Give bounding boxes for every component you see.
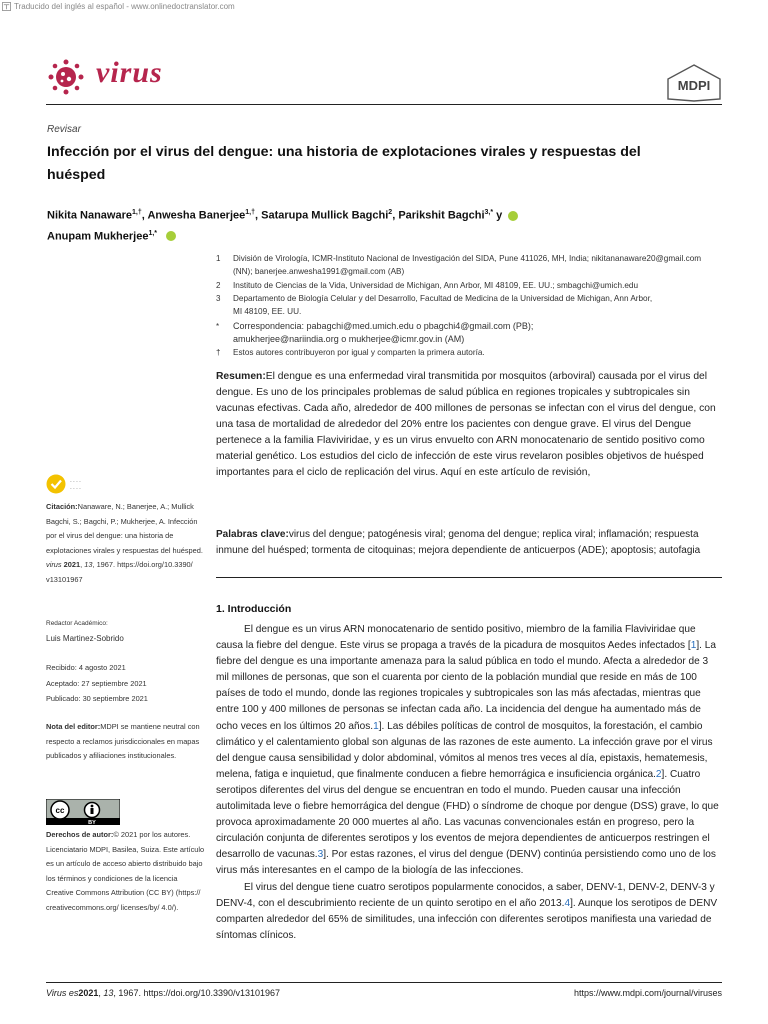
footer-volume: 13 [103,988,114,998]
citation-text: Nanaware, N.; Banerjee, A.; Mullick Bagchi, S.; Bagchi, P.; Mukherjee, A. Infección por el virus del dengue: una historia de explotaciones virales y respuestas del huésped. [46,502,203,555]
check-for-updates-icon[interactable] [46,474,106,494]
editor-label: Redactor Académico: [46,620,108,627]
keywords-label: Palabras clave: [216,529,289,540]
keywords-text: virus del dengue; patogénesis viral; genoma del dengue; replica viral; inflamación; respuesta inmune del huésped; tormenta de citoquinas; mejora dependiente de anticuerpos (ADE); apoptosis; autofagia [216,529,701,556]
author-name: Parikshit Bagchi [398,209,485,222]
citation-journal: virus [46,560,62,569]
footer-doi[interactable]: , 1967. https://doi.org/10.3390/v13101967 [113,988,281,998]
keywords [216,527,722,559]
body-span: El dengue es un virus ARN monocatenario de sentido positivo, miembro de la familia Flaviviridae que causa la fiebre del dengue. Este virus se propaga a través de la picadura de mosquitos Aedes infectados [ [216,624,696,652]
translator-bar[interactable] [0,0,768,12]
author-sup: 3,* [484,209,494,216]
body-span: ]. Aunque los serotipos de DENV comparten alrededor del 65% de similitudes, una infección con diferentes serotipos manifiesta una variedad de síntomas clínicos. [216,897,718,941]
copyright-block [46,828,206,915]
editor-note [46,720,206,764]
orcid-icon[interactable] [508,211,518,221]
affiliation-number: 2 [216,281,221,290]
author-name: Anwesha Banerjee [147,209,246,222]
translator-bar-text: Traducido del inglés al español - www.onlinedoctranslator.com [14,1,235,11]
footer-year: 2021 [78,988,99,998]
svg-text:BY: BY [88,820,96,825]
citation-year: 2021 [63,560,81,569]
body-text [216,622,722,944]
mdpi-logo-icon [666,64,722,102]
mdpi-label: MDPI [677,78,711,93]
header-rule [46,104,722,105]
citation-label: Citación: [46,502,78,511]
article-title: Infección por el virus del dengue: una historia de explotaciones virales y respuestas del huésped [47,144,641,183]
affiliation-1 [216,252,722,276]
dates-block [46,660,206,707]
article-type: Revisar [47,124,81,135]
abstract-label: Resumen: [216,371,266,382]
abstract-rule [216,577,722,578]
virus-logo-icon [46,58,86,96]
cc-by-license-icon[interactable] [46,799,120,825]
citation-volume: 13 [84,560,93,569]
author-name: Nikita Nanaware [47,209,132,222]
paragraph [216,880,722,944]
received-date: Recibido: 4 agosto 2021 [46,663,126,672]
reference-link[interactable]: 4 [564,897,571,909]
abstract [216,369,722,481]
reference-link[interactable]: 1 [690,640,697,652]
author-sup: 2 [388,209,393,216]
author-name: Satarupa Mullick Bagchi [261,209,389,222]
affiliation-text: Departamento de Biología Celular y del Desarrollo, Facultad de Medicina de la Universidad de Michigan, Ann Arbor, MI 48109, EE. UU. [233,294,653,316]
footer-rule [46,982,722,983]
affiliation-text: Instituto de Ciencias de la Vida, Universidad de Michigan, Ann Arbor, MI 48109, EE. UU.; smbagchi@umich.edu [233,281,639,290]
copyright-label: Derechos de autor: [46,830,114,839]
and-word: y [496,209,503,222]
affiliation-number: 1 [216,254,221,263]
editor-block [46,617,206,646]
footer-journal: Virus es [46,988,79,998]
affiliation-text: Correspondencia: pabagchi@med.umich.edu o pbagchi4@gmail.com (PB); amukherjee@nariindia.org o mukherjee@icmr.gov.in (AM) [233,321,534,344]
body-span: ]. La fiebre del dengue es una importante amenaza para la salud pública en todo el mundo. Afecta a alrededor de 3 mil millones de personas, que son el cuarenta por ciento de la población mundial que reside en más de 100 países de todo el mundo, donde las regiones tropicales y subtropicales son las más afectadas, mientras que entre 100 y 400 millones de personas se infectan cada año. La incidencia del dengue ha aumentado más de ocho veces en los últimos 20 años. [216,640,716,732]
author-sup: 1,† [245,209,255,216]
footer-citation: Virus es2021, 13, 1967. https://doi.org/10.3390/v13101967 [46,988,281,998]
reference-link[interactable]: 1 [373,720,379,732]
affiliation-number: * [216,322,220,331]
affiliation-text: División de Virología, ICMR-Instituto Nacional de Investigación del SIDA, Pune 411026, MH, India; nikitananaware20@gmail.com (NN); banerjee.anwesha1991@gmail.com (AB) [233,254,702,276]
translate-icon [2,2,11,11]
affiliation-number: † [216,348,221,357]
editor-note-label: Nota del editor: [46,722,101,731]
svg-text:- - - -: - - - - [70,486,81,492]
paragraph [216,622,722,880]
author-name: Anupam Mukherjee [47,230,149,243]
author-sup: 1,† [131,209,142,216]
accepted-date: Aceptado: 27 septiembre 2021 [46,678,147,688]
reference-link[interactable]: 2 [655,768,662,780]
editor-name: Luis Martinez-Sobrido [46,633,124,643]
footer-journal-url[interactable]: https://www.mdpi.com/journal/viruses [573,988,722,998]
orcid-icon[interactable] [166,231,176,241]
citation-block: Citación:Nanaware, N.; Banerjee, A.; Mullick Bagchi, S.; Bagchi, P.; Mukherjee, A. Infección por el virus del dengue: una historia de explotaciones virales y respuestas del huésped. virus 2021, 13, 1967. https://doi.org/10.3390/ v13101967 [46,502,203,584]
body-span: ]. Por estas razones, el virus del dengue (DENV) continúa persistiendo como uno de los virus más interesantes en el campo de la biología de las infecciones. [216,849,716,877]
copyright-text: © 2021 por los autores. Licenciatario MDPI, Basilea, Suiza. Este artículo es un artículo de acceso abierto distribuido bajo los términos y condiciones de la licencia Creative Commons Attribution (CC BY) (https:// creativecommons.org/ licenses/by/ 4.0/). [46,830,205,912]
body-span: ]. Cuatro serotipos diferentes del virus del dengue se encuentran en todo el mundo. Pueden causar una infección autolimitada leve o fiebre hemorrágica del dengue (FHD) o síndrome de choque por dengue (DSS) grave, lo que provoca aproximadamente 20 000 muertes al año. Las vacunas convencionales están en progreso, pero la circulación conjunta de diferentes serotipos y los eventos de mejora dependientes de anticuerpos restringen el desarrollo de vacunas. [216,768,719,861]
svg-text:- - - -: - - - - [70,479,81,485]
body-span: El virus del dengue tiene cuatro serotipos popularmente conocidos, a saber, DENV-1, DENV-2, DENV-3 y DENV-4, con el descubrimiento reciente de un quinto serotipo en el año 2013. [216,881,715,909]
body-span: ]. Las débiles políticas de control de mosquitos, la forestación, el cambio climático y el calentamiento global son algunas de las razones de este aumento. La infección grave por el virus del dengue causa sensibilidad y dolor abdominal, vómitos al menos tres veces al día, epistaxis, hematemesis, melena, fatiga e inquietud, que finalmente conducen a fiebre hemorrágica e insuficiencia orgánica. [216,720,713,780]
affiliation-text: Estos autores contribuyeron por igual y comparten la primera autoría. [233,348,485,357]
reference-link[interactable]: 3 [317,849,324,861]
section-heading: 1. Introducción [216,603,292,615]
published-date: Publicado: 30 septiembre 2021 [46,694,148,703]
abstract-text: El dengue es una enfermedad viral transmitida por mosquitos (arboviral) causada por el virus del dengue. Es uno de los principales problemas de salud pública en regiones tropicales y subtropicales sin vacunas efectivas. Cada año, alrededor de 400 millones de personas se infectan con el virus del dengue, con una tasa de mortalidad de alrededor del 20% entre los pacientes con dengue grave. El virus del Dengue pertenece a la familia Flaviviridae, y es un virus envuelto con ARN monocatenario de sentido positivo como material genético. Los estudios del ciclo de infección de este virus revelaron posibles objetivos de huésped importantes para el ciclo de replicación del virus. Aquí en este artículo de revisión, [216,371,716,478]
affiliation-number: 3 [216,294,221,303]
citation-doi[interactable]: , 1967. https://doi.org/10.3390/ v13101967 [46,560,193,584]
author-list: Nikita Nanaware$^{1,\dagger}$, Anwesha Banerjee$^{1,\dagger}$, Satarupa Mullick Bagchi$^2$, Parikshit Bagchi$^{3,*}$ y Anupam Mukherjee$^{1,*}$ [47,204,607,245]
author-sup: 1,* [148,229,158,237]
editor-note-text: MDPI se mantiene neutral con respecto a reclamos jurisdiccionales en mapas publicados y afiliaciones institucionales. [46,722,200,760]
journal-name: virus [96,56,163,89]
svg-text:cc: cc [55,806,65,815]
